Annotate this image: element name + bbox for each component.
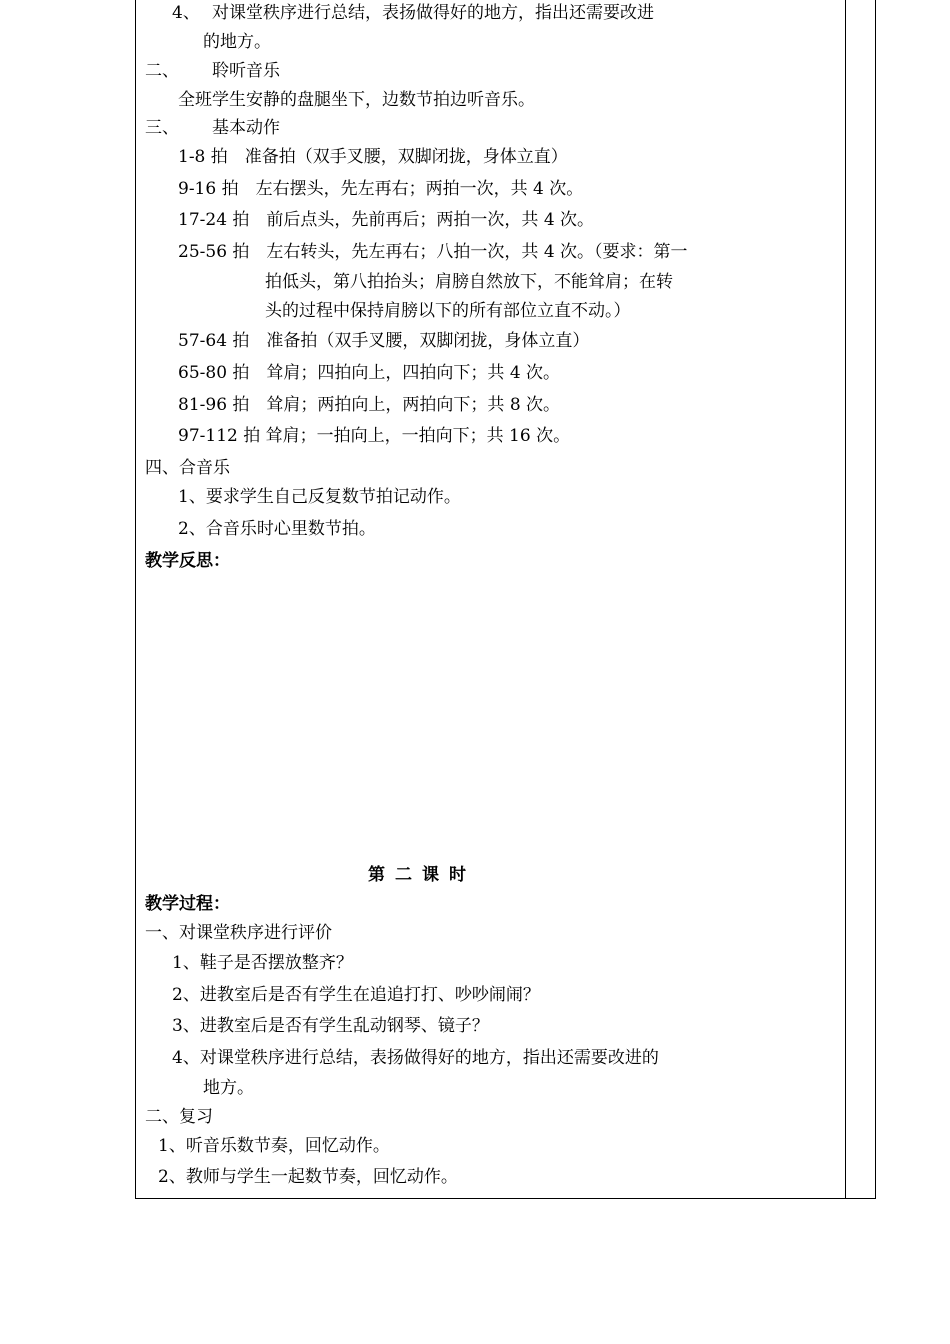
move-line: 1-8 拍 准备拍（双手叉腰，双脚闭拢，身体立直） (178, 147, 568, 167)
reflection-heading: 教学反思： (145, 551, 230, 571)
l2-section1-title: 一、对课堂秩序进行评价 (145, 923, 332, 943)
item4-line1: 对课堂秩序进行总结，表扬做得好的地方，指出还需要改进 (212, 3, 654, 23)
process-heading: 教学过程： (145, 894, 230, 914)
move-line: 拍低头，第八拍抬头；肩膀自然放下，不能耸肩；在转 (265, 272, 673, 292)
l2-section2-item: 1、听音乐数节奏，回忆动作。 (158, 1136, 390, 1156)
move-line: 81-96 拍 耸肩；两拍向上，两拍向下；共 8 次。 (178, 395, 561, 415)
l2-section2-title: 二、复习 (145, 1107, 213, 1127)
section3-title: 基本动作 (212, 118, 280, 138)
item4-num: 4、 (172, 3, 200, 23)
column-divider (845, 0, 846, 1199)
move-line: 17-24 拍 前后点头，先前再后；两拍一次，共 4 次。 (178, 210, 595, 230)
section2-title: 聆听音乐 (212, 61, 280, 81)
l2-section1-item: 1、鞋子是否摆放整齐？ (172, 953, 353, 973)
section4-item: 2、合音乐时心里数节拍。 (178, 519, 376, 539)
lesson2-title: 第二课时 (368, 865, 476, 885)
move-line: 65-80 拍 耸肩；四拍向上，四拍向下；共 4 次。 (178, 363, 561, 383)
l2-section1-item: 3、进教室后是否有学生乱动钢琴、镜子？ (172, 1016, 489, 1036)
l2-section1-item: 地方。 (203, 1078, 254, 1098)
l2-section1-item: 4、对课堂秩序进行总结，表扬做得好的地方，指出还需要改进的 (172, 1048, 659, 1068)
move-line: 9-16 拍 左右摆头，先左再右；两拍一次，共 4 次。 (178, 179, 584, 199)
move-line: 25-56 拍 左右转头，先左再右；八拍一次，共 4 次。（要求：第一 (178, 242, 688, 262)
section4-item: 1、要求学生自己反复数节拍记动作。 (178, 487, 461, 507)
move-line: 头的过程中保持肩膀以下的所有部位立直不动。） (265, 301, 631, 321)
section3-num: 三、 (145, 118, 179, 138)
section2-num: 二、 (145, 61, 179, 81)
l2-section2-item: 2、教师与学生一起数节奏，回忆动作。 (158, 1167, 458, 1187)
move-line: 97-112 拍 耸肩；一拍向上，一拍向下；共 16 次。 (178, 426, 571, 446)
l2-section1-item: 2、进教室后是否有学生在追追打打、吵吵闹闹？ (172, 985, 540, 1005)
item4-line2: 的地方。 (203, 32, 271, 52)
section4-title: 四、合音乐 (145, 458, 230, 478)
section2-text: 全班学生安静的盘腿坐下，边数节拍边听音乐。 (178, 90, 535, 110)
move-line: 57-64 拍 准备拍（双手叉腰，双脚闭拢，身体立直） (178, 331, 590, 351)
